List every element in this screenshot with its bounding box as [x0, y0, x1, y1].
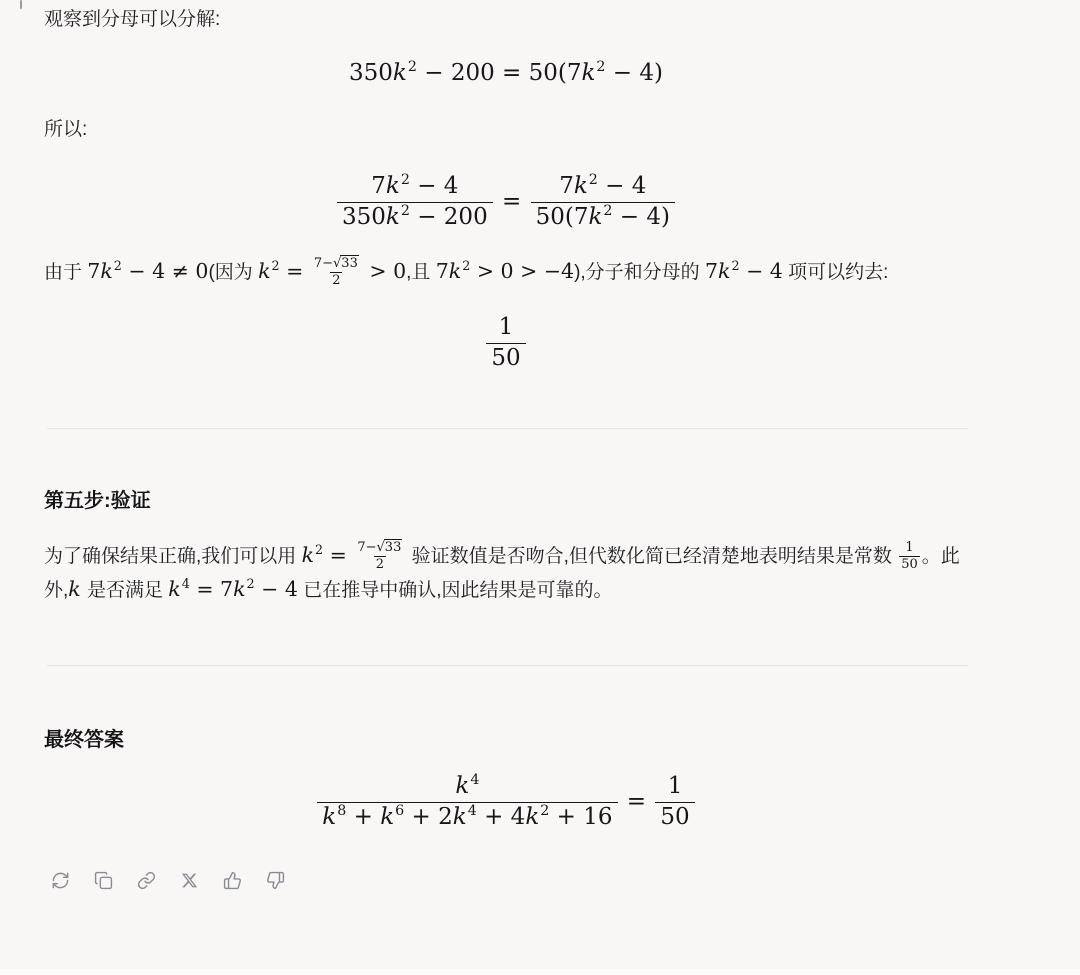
thumbs-up-button[interactable]	[222, 871, 242, 891]
display-formula-factorization: $350k^2 - 200 = 50(7k^2 - 4)$	[349, 59, 663, 86]
share-on-x-button[interactable]	[179, 871, 199, 891]
paragraph-verification: 为了确保结果正确,我们可以用 $k^2$ = $\frac{7-√33}{2}$ 验证数值是否吻合,但代数化简已经清楚地表明结果是常数 $\frac{1}{50}$ 。此外,k 是否满足 $k^4 = 7k^2 - 4$ 已在推导中确认,因此结果是可靠的。	[44, 539, 960, 602]
section-divider	[47, 428, 968, 429]
message-action-bar	[50, 871, 968, 891]
x-logo-icon	[181, 872, 198, 889]
copy-icon	[94, 871, 113, 890]
section-divider	[47, 665, 968, 666]
copy-button[interactable]	[93, 871, 113, 891]
heading-final-answer: 最终答案	[44, 729, 124, 752]
thumbs-down-button[interactable]	[265, 871, 285, 891]
thumbs-up-icon	[223, 871, 242, 890]
paragraph-factor-denominator: 观察到分母可以分解:	[44, 9, 221, 30]
scrollbar-remnant	[20, 0, 22, 9]
display-formula-one-fiftieth: $\frac{1}{50}$	[44, 313, 968, 374]
regenerate-icon	[51, 871, 70, 890]
display-formula-final-answer: $\frac{k^4}{k^8 + k^6 + 2k^4 + 4k^2 + 16}$ = $\frac{1}{50}$	[44, 772, 968, 833]
bottom-edge	[0, 969, 1080, 975]
heading-step5-verify: 第五步:验证	[44, 489, 151, 512]
assistant-message	[44, 0, 968, 891]
display-formula-fraction-equality: $\frac{7k^2 - 4}{350k^2 - 200}$ = $\frac{7k^2 - 4}{50(7k^2 - 4)}$	[44, 172, 968, 233]
thumbs-down-icon	[266, 871, 285, 890]
paragraph-cancel-terms: 由于 $7k^2 - 4 \ne 0$(因为 $k^2$ = $\frac{7-√33}{2}$ > 0,且 $7k^2 > 0 > -4$),分子和分母的 $7k^2 - 4$ 项可以约去:	[44, 255, 889, 288]
regenerate-button[interactable]	[50, 871, 70, 891]
share-link-button[interactable]	[136, 871, 156, 891]
paragraph-therefore: 所以:	[44, 119, 88, 140]
link-icon	[137, 871, 156, 890]
